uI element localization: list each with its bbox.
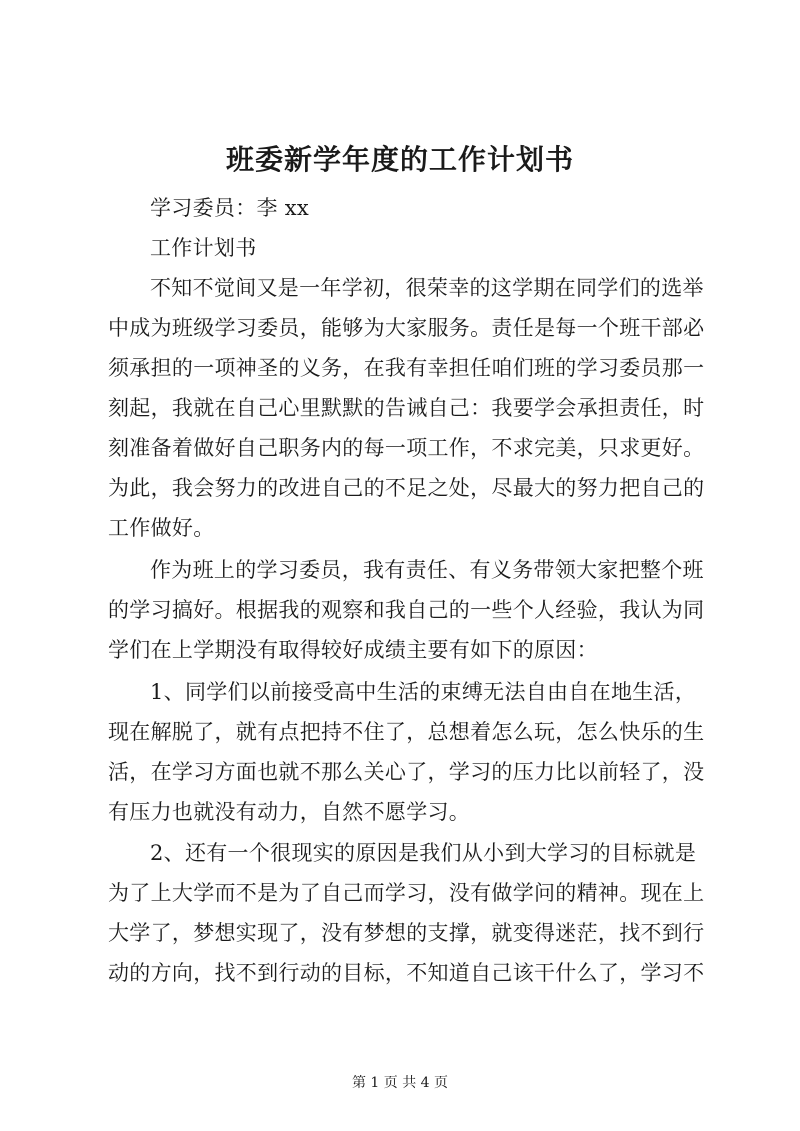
paragraph-line: 动的方向，找不到行动的目标，不知道自己该干什么了，学习不	[108, 961, 705, 985]
paragraph-line: 不知不觉间又是一年学初，很荣幸的这学期在同学们的选举	[150, 276, 704, 300]
paragraph-line: 的学习搞好。根据我的观察和我自己的一些个人经验，我认为同	[108, 598, 705, 622]
paragraph-line: 刻准备着做好自己职务内的每一项工作，不求完美，只求更好。	[108, 436, 705, 460]
paragraph-line: 大学了，梦想实现了，没有梦想的支撑，就变得迷茫，找不到行	[108, 921, 705, 945]
paragraph-line: 须承担的一项神圣的义务，在我有幸担任咱们班的学习委员那一	[108, 356, 705, 380]
document-title: 班委新学年度的工作计划书	[225, 143, 574, 176]
paragraph-line: 刻起，我就在自己心里默默的告诫自己：我要学会承担责任，时	[108, 396, 705, 420]
paragraph-line: 1、同学们以前接受高中生活的束缚无法自由自在地生活，	[150, 680, 697, 704]
paragraph-line: 2、还有一个很现实的原因是我们从小到大学习的目标就是	[150, 841, 697, 865]
paragraph-line: 为了上大学而不是为了自己而学习，没有做学问的精神。现在上	[108, 881, 705, 905]
paragraph-line: 有压力也就没有动力，自然不愿学习。	[108, 800, 471, 824]
paragraph-line: 现在解脱了，就有点把持不住了，总想着怎么玩，怎么快乐的生	[108, 720, 705, 744]
paragraph-line: 中成为班级学习委员，能够为大家服务。责任是每一个班干部必	[108, 316, 705, 340]
subtitle-line: 工作计划书	[150, 236, 257, 260]
paragraph-line: 学们在上学期没有取得较好成绩主要有如下的原因：	[108, 638, 598, 662]
paragraph-line: 活，在学习方面也就不那么关心了，学习的压力比以前轻了，没	[108, 760, 705, 784]
page-footer: 第 1 页 共 4 页	[351, 1075, 449, 1091]
paragraph-line: 为此，我会努力的改进自己的不足之处，尽最大的努力把自己的	[108, 476, 705, 500]
author-line: 学习委员：李 xx	[150, 196, 310, 220]
paragraph-line: 作为班上的学习委员，我有责任、有义务带领大家把整个班	[150, 558, 704, 582]
paragraph-line: 工作做好。	[108, 516, 215, 540]
